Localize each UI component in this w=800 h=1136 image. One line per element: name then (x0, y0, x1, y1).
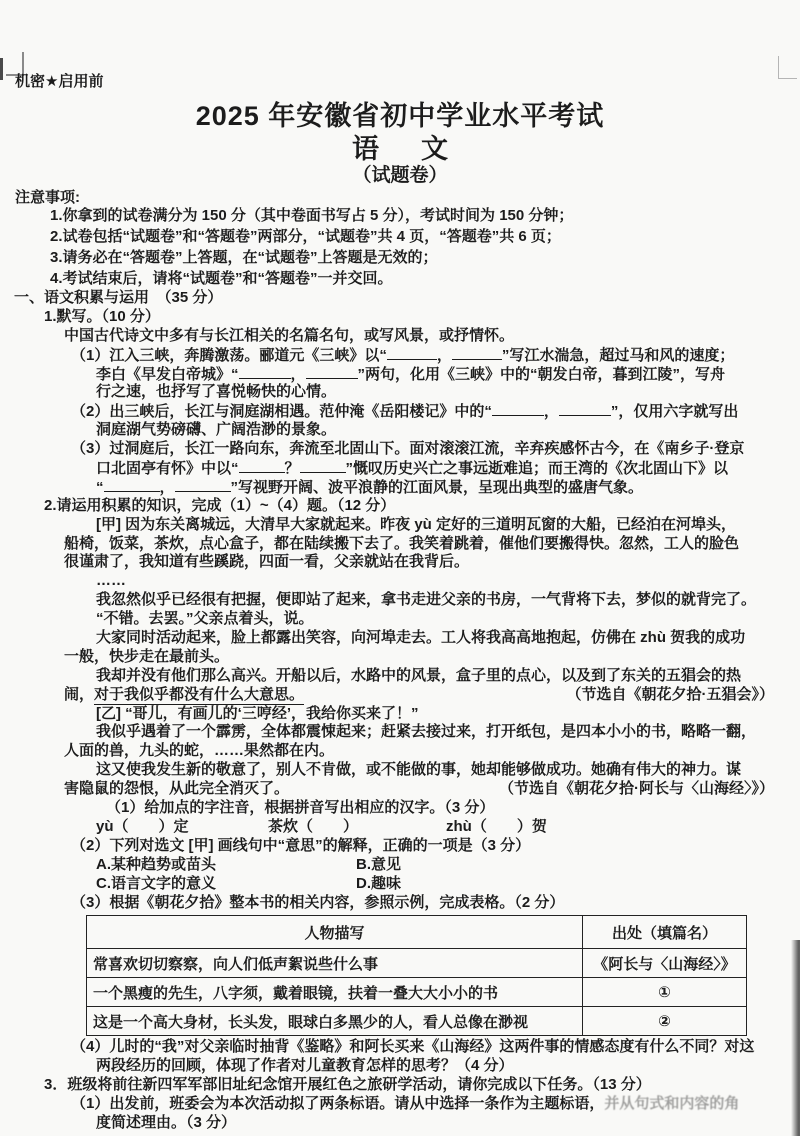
text-line (0, 667, 800, 686)
source-attribution: （节选自《朝花夕拾·五猖会》） (566, 685, 774, 703)
text-segment: 我似乎遇着了一个霹雳，全体都震悚起来；赶紧去接过来，打开纸包，是四本小小的书，略略一翻， (96, 723, 757, 741)
text-segment: 茶炊（ ） (268, 817, 359, 835)
blank-field (306, 365, 358, 379)
source-attribution: （节选自《朝花夕拾·阿长与〈山海经〉》） (499, 780, 774, 798)
text-line (0, 591, 800, 610)
exam-title: 2025 年安徽省初中学业水平考试 (195, 101, 605, 131)
text-segment: B.意见 (356, 855, 402, 873)
text-line (0, 629, 800, 648)
text-line (0, 686, 800, 705)
text-segment: 中国古代诗文中多有与长江相关的名篇名句，或写风景，或抒情怀。 (64, 326, 515, 344)
text-line (0, 289, 800, 308)
text-line (0, 459, 800, 478)
table-cell: 《阿长与〈山海经〉》 (583, 949, 747, 978)
subject-char: 文 (421, 134, 448, 164)
text-segment: 害隐鼠的怨恨，从此完全消灭了。 (64, 780, 290, 798)
notice-item: 3.请务必在“答题卷”上答题，在“试题卷”上答题是无效的； (50, 249, 438, 266)
text-line (0, 308, 800, 327)
text-segment: ， (436, 346, 452, 364)
text-line (0, 365, 800, 384)
table-header-cell: 出处（填篇名） (583, 916, 747, 949)
blank-field (452, 346, 502, 360)
notice-item: 1.你拿到的试卷满分为 150 分（其中卷面书写占 5 分），考试时间为 150 分钟； (50, 207, 574, 224)
notice-list (50, 205, 573, 289)
text-line (0, 705, 800, 724)
exam-body (0, 289, 800, 1133)
blank-field (239, 365, 291, 379)
notice-heading: 注意事项: (15, 189, 80, 206)
blank-field (175, 478, 231, 492)
text-segment: ”写视野开阔、波平浪静的江面风景，呈现出典型的盛唐气象。 (230, 478, 644, 496)
text-line (0, 497, 800, 516)
table-row (87, 949, 747, 978)
text-line (0, 856, 800, 875)
text-line (0, 553, 800, 572)
text-line (0, 1076, 800, 1095)
text-line (0, 535, 800, 554)
text-line (0, 742, 800, 761)
text-line (0, 478, 800, 497)
blank-field (239, 459, 285, 473)
paper-type-label: （试题卷） (352, 165, 448, 186)
text-segment: 2.请运用积累的知识，完成（1）~（4）题。（12 分） (44, 496, 396, 514)
text-line (0, 572, 800, 591)
text-segment: 度简述理由。（3 分） (96, 1113, 237, 1131)
text-segment: （4）儿时的“我”对父亲临时抽背《鉴略》和阿长买来《山海经》这两件事的情感态度有什么不同？对这 (71, 1038, 755, 1056)
table-header-row (87, 916, 747, 949)
text-line (0, 402, 800, 421)
text-segment: 闹， (64, 685, 95, 703)
blank-field (559, 402, 611, 416)
table-cell: 常喜欢切切察察，向人们低声絮说些什么事 (87, 949, 583, 978)
text-segment: 这又使我发生新的敬意了，别人不肯做，或不能做的事，她却能够做成功。她确有伟大的神力。谋 (96, 761, 742, 779)
photo-edge-artifact-left (0, 58, 3, 80)
text-segment: 一般，快步走在最前头。 (64, 647, 230, 665)
notice-item: 2.试卷包括“试题卷”和“答题卷”两部分，“试题卷”共 4 页，“答题卷”共 6 页； (50, 228, 561, 245)
text-line (0, 761, 800, 780)
text-segment: 洞庭湖气势磅礴、广阔浩渺的景象。 (96, 421, 337, 439)
text-segment: （3）根据《朝花夕拾》整本书的相关内容，参照示例，完成表格。（2 分） (71, 893, 565, 911)
table-cell: 这是一个高大身材，长头发，眼球白多黑少的人，看人总像在渺视 (87, 1007, 583, 1036)
text-line (0, 780, 800, 799)
text-segment: ？ (284, 460, 300, 478)
text-segment: C.语言文字的意义 (96, 874, 217, 892)
table-cell: ① (583, 978, 747, 1007)
text-segment: 很谨肃了，我知道有些蹊跷，四面一看，父亲就站在我背后。 (64, 553, 470, 571)
subject-char: 语 (352, 134, 379, 164)
text-segment: A.某种趋势或苗头 (96, 855, 217, 873)
text-segment: （1）给加点的字注音，根据拼音写出相应的汉字。（3 分） (106, 799, 495, 817)
text-segment: 人面的兽，九头的蛇，……果然都在内。 (64, 742, 335, 760)
text-segment: …… (96, 572, 126, 590)
text-segment: 1.默写。（10 分） (44, 307, 160, 325)
text-line (0, 1057, 800, 1076)
table-cell: 一个黑瘦的先生，八字须，戴着眼镜，扶着一叠大大小小的书 (87, 978, 583, 1007)
text-segment: D.趣味 (356, 874, 402, 892)
underlined-text: 对于我似乎都没有什么大意思。 (94, 685, 305, 703)
text-line (0, 610, 800, 629)
table-row (87, 1007, 747, 1036)
crop-mark-top-right (778, 56, 797, 79)
text-segment: 一、语文积累与运用 （35 分） (14, 289, 223, 306)
text-segment: （1）出发前，班委会为本次活动拟了两条标语。请从中选择一条作为主题标语， (71, 1095, 605, 1113)
blank-field (387, 346, 437, 360)
text-line (0, 327, 800, 346)
text-segment: （3）过洞庭后，长江一路向东，奔流至北固山下。面对滚滚江流，辛弃疾感怀古今，在《南乡子·登京 (71, 440, 745, 458)
text-segment: ， (159, 478, 175, 496)
text-segment: 李白《早发白帝城》“ (96, 365, 239, 383)
text-segment: zhù（ ）贺 (446, 817, 547, 835)
table-cell: ② (583, 1007, 747, 1036)
text-segment: 我却并没有他们那么高兴。开船以后，水路中的风景，盒子里的点心，以及到了东关的五猖会的热 (96, 666, 742, 684)
text-segment: （1）江入三峡，奔腾激荡。郦道元《三峡》以“ (71, 346, 387, 364)
text-segment: 口北固亭有怀》中以“ (96, 460, 239, 478)
security-label: 机密★启用前 (15, 73, 104, 90)
blank-field (104, 478, 160, 492)
text-line (0, 799, 800, 818)
text-line (0, 383, 800, 402)
table-header-cell: 人物描写 (87, 916, 583, 949)
text-line (0, 1095, 800, 1114)
text-line (0, 1038, 800, 1057)
text-segment: （2）出三峡后，长江与洞庭湖相遇。范仲淹《岳阳楼记》中的“ (71, 403, 492, 421)
text-segment: 两段经历的回顾，体现了作者对儿童教育怎样的思考？（4 分） (96, 1057, 514, 1075)
text-segment: yù（ ）定 (96, 817, 189, 835)
text-segment: （2）下列对选文 [甲] 画线句中“意思”的解释，正确的一项是（3 分） (71, 836, 531, 854)
text-line (0, 1114, 800, 1133)
text-segment: ， (543, 403, 559, 421)
text-line (0, 648, 800, 667)
text-line (0, 421, 800, 440)
text-line (0, 723, 800, 742)
text-segment: ”写江水湍急，超过马和风的速度； (501, 346, 735, 364)
text-line (0, 894, 800, 913)
text-segment: 船椅，饭菜，茶炊，点心盒子，都在陆续搬下去了。我笑着跳着，催他们要搬得快。忽然，工人的脸色 (64, 534, 740, 552)
text-segment: “不错。去罢。”父亲点着头，说。 (96, 610, 314, 628)
notice-item: 4.考试结束后，请将“试题卷”和“答题卷”一并交回。 (50, 270, 393, 287)
text-segment: [甲] 因为东关离城远，大清早大家就起来。昨夜 yù 定好的三道明瓦窗的大船，已经泊在河埠头， (96, 515, 737, 533)
text-line (0, 346, 800, 365)
text-segment: [乙] “哥儿，有画儿的‘三哼经’，我给你买来了！” (96, 704, 419, 722)
text-segment: 3．班级将前往新四军军部旧址纪念馆开展红色之旅研学活动，请你完成以下任务。（13 分） (44, 1076, 651, 1094)
text-line (0, 837, 800, 856)
text-line (0, 818, 800, 837)
text-segment: ”，仅用六字就写出 (610, 403, 739, 421)
text-segment: 并从句式和内容的角 (604, 1095, 740, 1113)
text-segment: 我忽然似乎已经很有把握，便即站了起来，拿书走进父亲的书房，一气背将下去，梦似的就背完了。 (96, 591, 757, 609)
text-line (0, 875, 800, 894)
text-segment: “ (96, 478, 104, 496)
text-segment: 行之速，也抒写了喜悦畅快的心情。 (96, 383, 337, 401)
body-lines-top (0, 289, 800, 912)
text-line (0, 516, 800, 535)
question2-3-table (86, 915, 747, 1036)
text-segment: ”慨叹历史兴亡之事远逝难追；而王湾的《次北固山下》以 (345, 460, 729, 478)
text-segment: ， (290, 365, 306, 383)
text-segment: 大家同时活动起来，脸上都露出笑容，向河埠走去。工人将我高高地抱起，仿佛在 zhù 贺我的成功 (96, 629, 746, 647)
text-segment: ”两句，化用《三峡》中的“朝发白帝，暮到江陵”，写舟 (357, 365, 726, 383)
text-line (0, 440, 800, 459)
blank-field (492, 402, 544, 416)
blank-field (300, 459, 346, 473)
table-row (87, 978, 747, 1007)
body-lines-bottom (0, 1038, 800, 1132)
